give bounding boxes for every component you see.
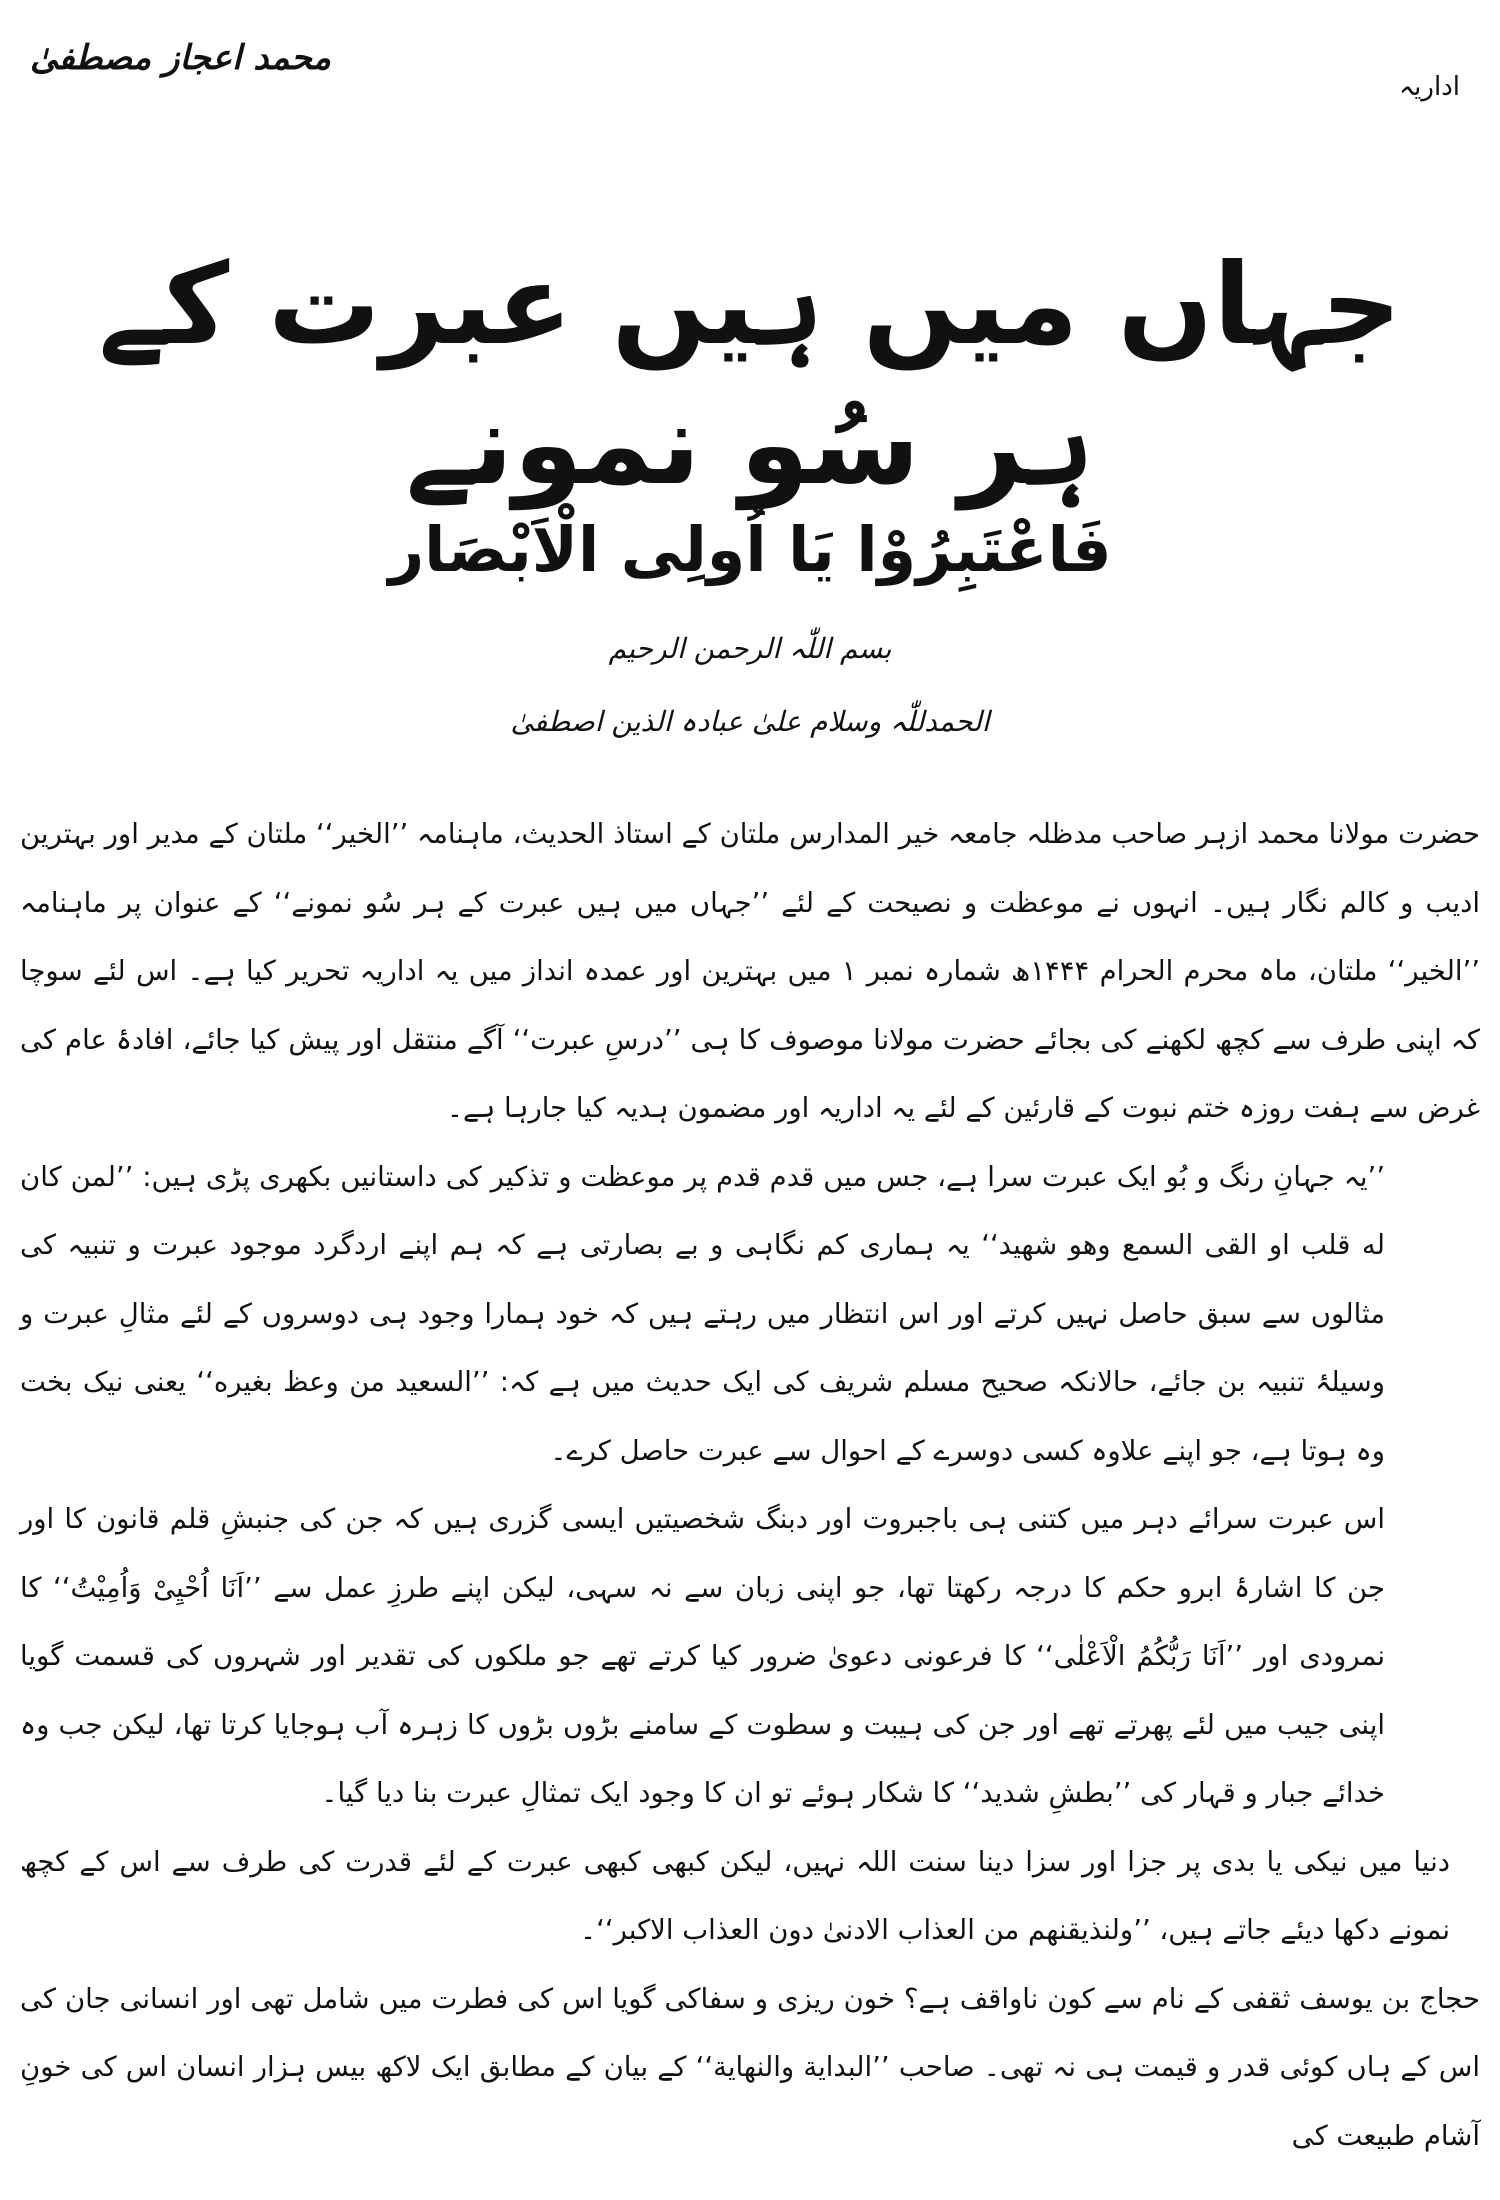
author-name: محمد اعجاز مصطفیٰ [30,38,331,78]
paragraph-1: ’’یہ جہانِ رنگ و بُو ایک عبرت سرا ہے، جس میں قدم قدم پر موعظت و تذکیر کی داستانیں بکھری پڑی ہیں: ’’لمن کان له قلب او القی السمع وهو شهید‘‘ یہ ہماری کم نگاہی و بے بصارتی ہے کہ ہم اپنے اردگرد موجود عبرت و تنبیہ کی مثالوں سے سبق حاصل نہیں کرتے اور اس انتظار میں رہتے ہیں کہ خود ہمارا وجود ہی دوسروں کے لئے مثالِ عبرت و وسیلۂ تنبیہ بن جائے، حالانکہ صحیح مسلم شریف کی ایک حدیث میں ہے کہ: ’’السعید من وعظ بغیره‘‘ یعنی نیک بخت وہ ہوتا ہے، جو اپنے علاوہ کسی دوسرے کے احوال سے عبرت حاصل کرے۔ [20,1160,1385,1467]
quranic-verse: فَاعْتَبِرُوْا یَا اُولِی الْاَبْصَار [388,513,1112,586]
bismillah: بسم اللّٰہ الرحمن الرحیم [608,632,892,665]
article-body [20,800,1480,2170]
section-label: اداریہ [1398,72,1460,102]
page-title: جہاں میں ہیں عبرت کے ہر سُو نمونے [98,240,1402,510]
paragraph-intro: حضرت مولانا محمد ازہر صاحب مدظلہ جامعہ خیر المدارس ملتان کے استاذ الحدیث، ماہنامہ ’’الخیر‘‘ ملتان کے مدیر اور بہترین ادیب و کالم نگار ہیں۔ انہوں نے موعظت و نصیحت کے لئے ’’جہاں میں ہیں عبرت کے ہر سُو نمونے‘‘ کے عنوان پر ماہنامہ ’’الخیر‘‘ ملتان، ماہ محرم الحرام ۱۴۴۴ھ شمارہ نمبر ۱ میں بہترین اور عمدہ انداز میں یہ اداریہ تحریر کیا ہے۔ اس لئے سوچا کہ اپنی طرف سے کچھ لکھنے کی بجائے حضرت مولانا موصوف کا ہی ’’درسِ عبرت‘‘ آگے منتقل اور پیش کیا جائے، افادۂ عام کی غرض سے ہفت روزہ ختم نبوت کے قارئین کے لئے یہ اداریہ اور مضمون ہدیہ کیا جارہا ہے۔ [20,818,1480,1124]
paragraph-2: اس عبرت سرائے دہر میں کتنی ہی باجبروت اور دبنگ شخصیتیں ایسی گزری ہیں کہ جن کی جنبشِ قلم قانون کا اور جن کا اشارۂ ابرو حکم کا درجہ رکھتا تھا، جو اپنی زبان سے نہ سہی، لیکن اپنے طرزِ عمل سے ’’اَنَا اُحْیِیْ وَاُمِیْتُ‘‘ کا نمرودی اور ’’اَنَا رَبُّکُمُ الْاَعْلٰی‘‘ کا فرعونی دعویٰ ضرور کیا کرتے تھے جو ملکوں کی تقدیر اور شہروں کی قسمت گویا اپنی جیب میں لئے پھرتے تھے اور جن کی ہیبت و سطوت کے سامنے بڑوں بڑوں کا زہرہ آب ہوجایا کرتا تھا، لیکن جب وہ خدائے جبار و قہار کی ’’بطشِ شدید‘‘ کا شکار ہوئے تو ان کا وجود ایک تمثالِ عبرت بنا دیا گیا۔ [20,1503,1385,1809]
paragraph-3: دنیا میں نیکی یا بدی پر جزا اور سزا دینا سنت اللہ نہیں، لیکن کبھی کبھی عبرت کے لئے قدرت کی طرف سے اس کے کچھ نمونے دکھا دیئے جاتے ہیں، ’’ولنذیقنهم من العذاب الادنیٰ دون العذاب الاکبر‘‘۔ [20,1845,1450,1946]
paragraph-4: حجاج بن یوسف ثقفی کے نام سے کون ناواقف ہے؟ خون ریزی و سفاکی گویا اس کی فطرت میں شامل تھی اور انسانی جان کی اس کے ہاں کوئی قدر و قیمت ہی نہ تھی۔ صاحب ’’البدایة والنهایة‘‘ کے بیان کے مطابق ایک لاکھ بیس ہزار انسان اس کی خونِ آشام طبیعت کی [20,1982,1480,2152]
hamd-line: الحمدللّٰہ وسلام علیٰ عبادہ الذین اصطفیٰ [510,705,990,738]
